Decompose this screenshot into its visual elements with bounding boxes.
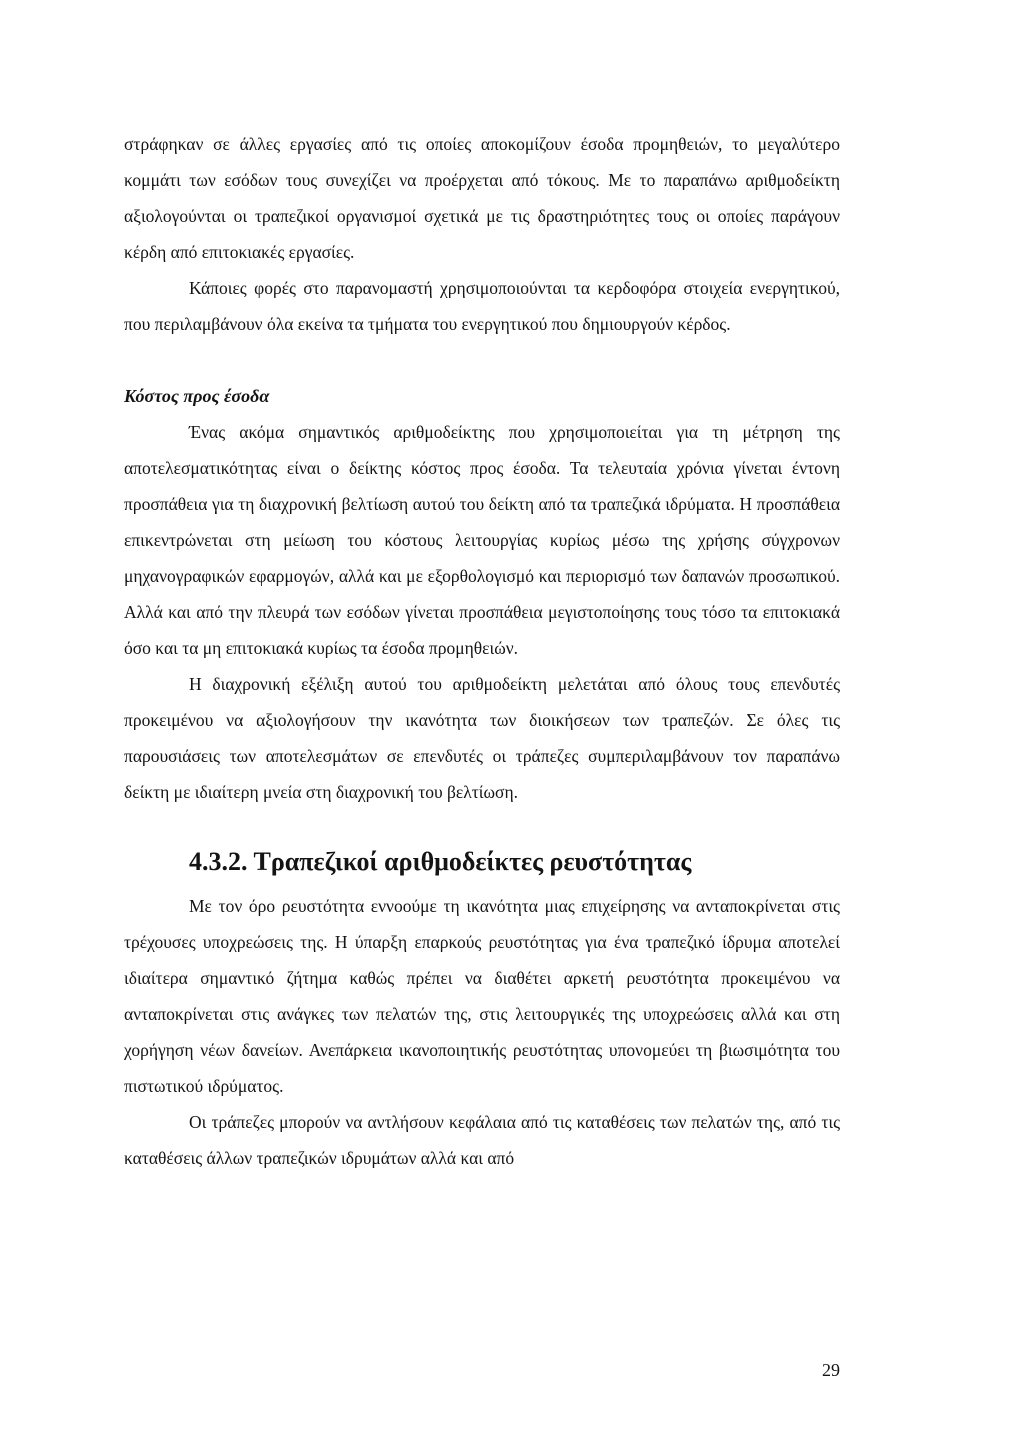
section-heading: 4.3.2. Τραπεζικοί αριθμοδείκτες ρευστότητας [189, 847, 692, 876]
subheading-cost-to-income: Κόστος προς έσοδα [124, 386, 270, 406]
page-content [124, 126, 840, 1176]
page-number: 29 [822, 1360, 840, 1380]
paragraph-4: Η διαχρονική εξέλιξη αυτού του αριθμοδείκτη μελετάται από όλους τους επενδυτές προκειμένου να αξιολογήσουν την ικανότητα των διοικήσεων των τραπεζών. Σε όλες τις παρουσιάσεις των αποτελεσμάτων σε επενδυτές οι τράπεζες συμπεριλαμβάνουν τον παραπάνω δείκτη με ιδιαίτερη μνεία στη διαχρονική του βελτίωση. [124, 674, 840, 802]
paragraph-5: Με τον όρο ρευστότητα εννοούμε τη ικανότητα μιας επιχείρησης να ανταποκρίνεται στις τρέχουσες υποχρεώσεις της. Η ύπαρξη επαρκούς ρευστότητας για ένα τραπεζικό ίδρυμα αποτελεί ιδιαίτερα σημαντικό ζήτημα καθώς πρέπει να διαθέτει αρκετή ρευστότητα προκειμένου να ανταποκρίνεται στις ανάγκες των πελατών της, στις λειτουργικές της υποχρεώσεις αλλά και στη χορήγηση νέων δανείων. Ανεπάρκεια ικανοποιητικής ρευστότητας υπονομεύει τη βιωσιμότητα του πιστωτικού ιδρύματος. [124, 896, 840, 1096]
paragraph-3: Ένας ακόμα σημαντικός αριθμοδείκτης που χρησιμοποιείται για τη μέτρηση της αποτελεσματικότητας είναι ο δείκτης κόστος προς έσοδα. Τα τελευταία χρόνια γίνεται έντονη προσπάθεια για τη διαχρονική βελτίωση αυτού του δείκτη από τα τραπεζικά ιδρύματα. Η προσπάθεια επικεντρώνεται στη μείωση του κόστους λειτουργίας κυρίως μέσω της χρήσης σύγχρονων μηχανογραφικών εφαρμογών, αλλά και με εξορθολογισμό και περιορισμό των δαπανών προσωπικού. Αλλά και από την πλευρά των εσόδων γίνεται προσπάθεια μεγιστοποίησης τους τόσο τα επιτοκιακά όσο και τα μη επιτοκιακά κυρίως τα έσοδα προμηθειών. [124, 422, 840, 658]
paragraph-6: Οι τράπεζες μπορούν να αντλήσουν κεφάλαια από τις καταθέσεις των πελατών της, από τις καταθέσεις άλλων τραπεζικών ιδρυμάτων αλλά και από [124, 1112, 840, 1168]
paragraph-2: Κάποιες φορές στο παρανομαστή χρησιμοποιούνται τα κερδοφόρα στοιχεία ενεργητικού, που περιλαμβάνουν όλα εκείνα τα τμήματα του ενεργητικού που δημιουργούν κέρδος. [124, 278, 840, 334]
paragraph-1: στράφηκαν σε άλλες εργασίες από τις οποίες αποκομίζουν έσοδα προμηθειών, το μεγαλύτερο κομμάτι των εσόδων τους συνεχίζει να προέρχεται από τόκους. Με το παραπάνω αριθμοδείκτη αξιολογούνται οι τραπεζικοί οργανισμοί σχετικά με τις δραστηριότητες τους οι οποίες παράγουν κέρδη από επιτοκιακές εργασίες. [124, 134, 840, 262]
